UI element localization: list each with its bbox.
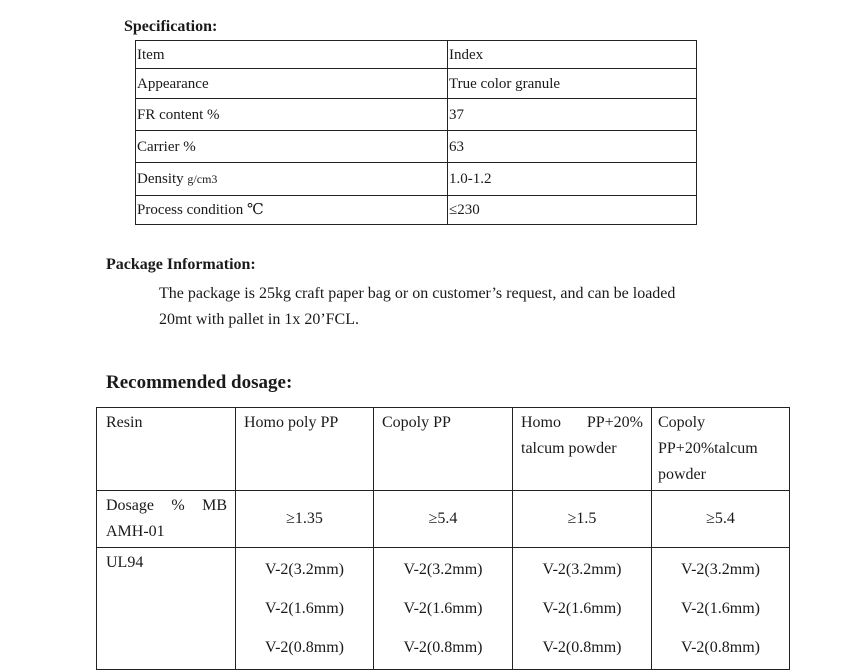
dosage-header-row <box>97 408 790 491</box>
spec-value: ≤230 <box>448 196 697 225</box>
spec-item: FR content % <box>136 99 448 131</box>
spec-item: Item <box>136 41 448 69</box>
ul94-label: UL94 <box>97 548 236 670</box>
spec-row <box>136 99 697 131</box>
spec-row <box>136 196 697 225</box>
dosage-value-homo-poly-pp: ≥1.35 <box>236 491 374 548</box>
package-line-2: 20mt with pallet in 1x 20’FCL. <box>159 311 359 328</box>
header-copoly-pp-talcum: Copoly PP+20%talcum powder <box>652 408 790 491</box>
spec-item: Appearance <box>136 69 448 99</box>
package-line-1: The package is 25kg craft paper bag or on customer’s request, and can be loaded <box>159 285 676 302</box>
spec-row <box>136 41 697 69</box>
spec-value: 37 <box>448 99 697 131</box>
dosage-label-line1: Dosage % MB <box>106 497 227 514</box>
dosage-label: Dosage % MB AMH-01 <box>97 491 236 548</box>
ul94-row <box>97 548 790 670</box>
dosage-heading: Recommended dosage: <box>106 372 293 393</box>
dosage-row <box>97 491 790 548</box>
dosage-value-copoly-pp: ≥5.4 <box>374 491 513 548</box>
dosage-value-copoly-pp-talcum: ≥5.4 <box>652 491 790 548</box>
header-resin: Resin <box>97 408 236 491</box>
spec-row <box>136 131 697 163</box>
spec-item: Carrier % <box>136 131 448 163</box>
package-heading: Package Information: <box>106 256 256 273</box>
spec-value: Index <box>448 41 697 69</box>
header-homo-pp-talcum-line1: Homo PP+20% <box>521 414 643 431</box>
dosage-table <box>96 407 790 670</box>
header-homo-poly-pp: Homo poly PP <box>236 408 374 491</box>
spec-row <box>136 69 697 99</box>
ul94-cell: V-2(3.2mm) V-2(1.6mm) V-2(0.8mm) <box>652 548 790 670</box>
ul94-cell: V-2(3.2mm) V-2(1.6mm) V-2(0.8mm) <box>513 548 652 670</box>
spec-row <box>136 163 697 196</box>
spec-item: Density g/cm3 <box>136 163 448 196</box>
specification-heading: Specification: <box>124 18 218 35</box>
spec-value: 63 <box>448 131 697 163</box>
ul94-cell: V-2(3.2mm) V-2(1.6mm) V-2(0.8mm) <box>236 548 374 670</box>
spec-value: 1.0-1.2 <box>448 163 697 196</box>
specification-table <box>135 40 697 225</box>
ul94-cell: V-2(3.2mm) V-2(1.6mm) V-2(0.8mm) <box>374 548 513 670</box>
header-homo-pp-talcum: Homo PP+20% talcum powder <box>513 408 652 491</box>
spec-value: True color granule <box>448 69 697 99</box>
dosage-value-homo-pp-talcum: ≥1.5 <box>513 491 652 548</box>
header-copoly-pp: Copoly PP <box>374 408 513 491</box>
package-text <box>159 281 819 333</box>
spec-item: Process condition ℃ <box>136 196 448 225</box>
